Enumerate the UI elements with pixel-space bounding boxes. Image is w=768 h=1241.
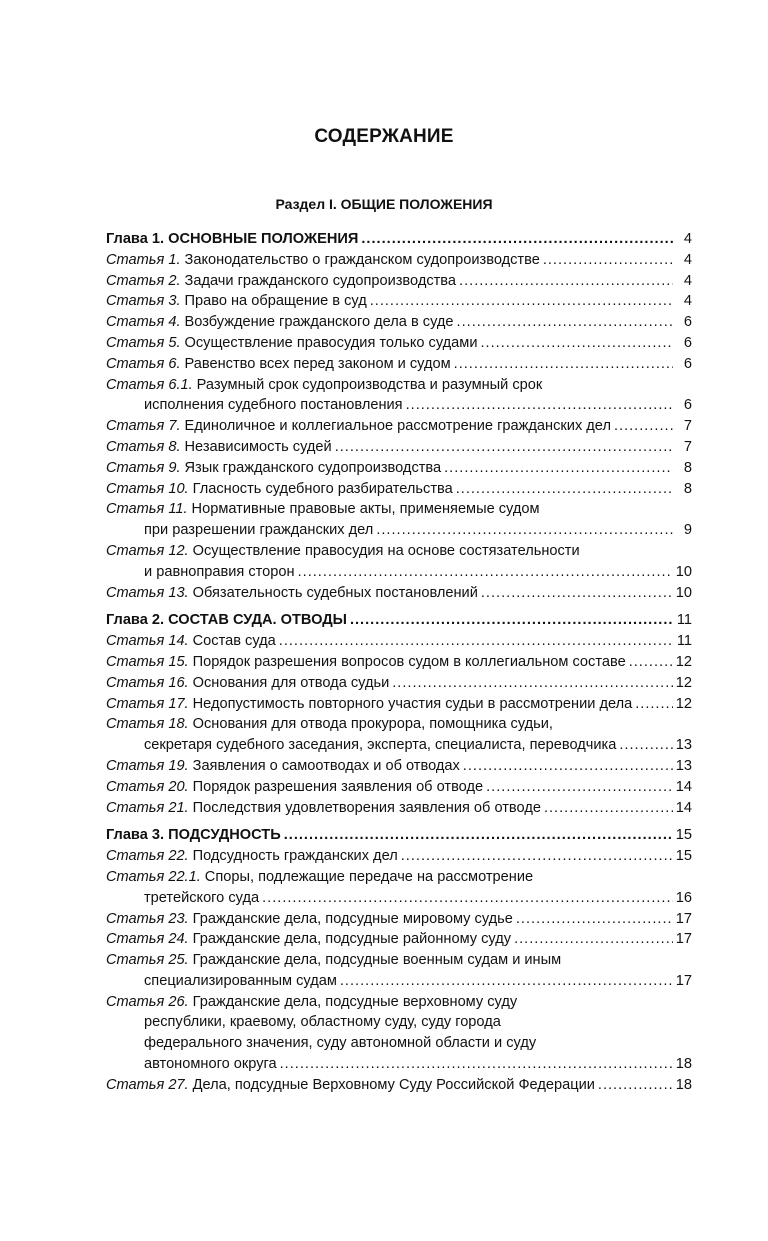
article-entry[interactable]	[106, 673, 692, 694]
article-entry[interactable]	[106, 631, 692, 652]
dot-leader	[459, 271, 673, 292]
article-entry[interactable]	[106, 777, 692, 798]
page-number: 18	[675, 1056, 692, 1073]
chapter-group	[106, 825, 692, 1095]
article-label: Статья 27.	[106, 1076, 189, 1093]
article-entry[interactable]	[106, 375, 692, 396]
article-label: Статья 7.	[106, 418, 181, 435]
page-number: 11	[676, 633, 692, 650]
article-label: Статья 1.	[106, 251, 181, 268]
article-label: Статья 4.	[106, 314, 181, 331]
dot-leader	[456, 479, 673, 500]
dot-leader	[454, 354, 673, 375]
article-entry[interactable]	[106, 271, 692, 292]
article-title: Подсудность гражданских дел	[192, 848, 398, 865]
dot-leader	[514, 929, 673, 950]
article-title: специализированным судам	[144, 972, 337, 989]
page-number: 10	[675, 563, 692, 580]
article-title: Законодательство о гражданском судопроизводстве	[184, 251, 540, 268]
article-entry[interactable]	[106, 499, 692, 520]
page-number: 18	[675, 1076, 692, 1093]
page-number: 6	[683, 334, 692, 351]
page-number: 15	[675, 848, 692, 865]
dot-leader	[406, 395, 673, 416]
article-entry[interactable]	[106, 694, 692, 715]
article-entry-continuation[interactable]	[106, 562, 692, 583]
dot-leader	[598, 1075, 673, 1096]
dot-leader	[279, 631, 673, 652]
chapter-entry[interactable]	[106, 825, 692, 846]
chapter-group	[106, 229, 692, 603]
page-title: СОДЕРЖАНИЕ	[314, 126, 454, 147]
article-entry[interactable]	[106, 354, 692, 375]
article-entry[interactable]	[106, 416, 692, 437]
page-number: 13	[675, 737, 692, 754]
article-title: секретаря судебного заседания, эксперта, специалиста, переводчика	[144, 737, 617, 754]
article-label: Статья 13.	[106, 584, 189, 601]
dot-leader	[392, 673, 673, 694]
dot-leader	[543, 250, 673, 271]
dot-leader	[370, 291, 673, 312]
dot-leader	[635, 694, 673, 715]
article-title: Разумный срок судопроизводства и разумный срок	[196, 376, 543, 393]
article-title: Основания для отвода судьи	[192, 674, 390, 691]
article-title: Обязательность судебных постановлений	[192, 584, 478, 601]
dot-leader	[350, 610, 673, 631]
article-label: Статья 6.1.	[106, 376, 193, 393]
article-entry-continuation[interactable]	[106, 735, 692, 756]
article-title: Недопустимость повторного участия судьи в рассмотрении дела	[192, 695, 633, 712]
article-title: Состав суда	[192, 633, 276, 650]
article-title: Равенство всех перед законом и судом	[184, 355, 451, 372]
article-entry[interactable]	[106, 950, 692, 971]
article-entry-continuation[interactable]	[106, 1033, 692, 1054]
article-label: Статья 22.1.	[106, 868, 201, 885]
article-title: Осуществление правосудия на основе состязательности	[192, 542, 580, 559]
article-title: и равноправия сторон	[144, 563, 295, 580]
article-label: Статья 17.	[106, 695, 189, 712]
article-entry[interactable]	[106, 312, 692, 333]
article-label: Статья 23.	[106, 910, 189, 927]
article-title: Порядок разрешения вопросов судом в коллегиальном составе	[192, 653, 626, 670]
article-label: Статья 19.	[106, 757, 189, 774]
article-label: Статья 5.	[106, 334, 181, 351]
article-entry[interactable]	[106, 756, 692, 777]
article-title: Заявления о самоотводах и об отводах	[192, 757, 460, 774]
article-title: Дела, подсудные Верховному Суду Российской Федерации	[192, 1076, 595, 1093]
page-number: 17	[675, 972, 692, 989]
article-title: Последствия удовлетворения заявления об отводе	[192, 799, 541, 816]
article-entry[interactable]	[106, 541, 692, 562]
article-entry[interactable]	[106, 291, 692, 312]
article-title: Язык гражданского судопроизводства	[184, 459, 442, 476]
article-entry-continuation[interactable]	[106, 395, 692, 416]
article-label: Статья 26.	[106, 993, 189, 1010]
article-label: Статья 6.	[106, 355, 181, 372]
chapter-group	[106, 610, 692, 818]
article-label: Статья 9.	[106, 459, 181, 476]
page-number: 8	[683, 480, 692, 497]
article-entry[interactable]	[106, 992, 692, 1013]
article-entry[interactable]	[106, 437, 692, 458]
article-title: Гласность судебного разбирательства	[192, 480, 453, 497]
article-title: Право на обращение в суд	[184, 293, 367, 310]
dot-leader	[298, 562, 673, 583]
article-title: Нормативные правовые акты, применяемые судом	[191, 501, 540, 518]
page-number: 17	[675, 910, 692, 927]
article-label: Статья 12.	[106, 542, 189, 559]
page-number: 17	[675, 931, 692, 948]
article-entry-continuation[interactable]	[106, 1054, 692, 1075]
page-number: 4	[683, 251, 692, 268]
page-number: 4	[683, 231, 692, 247]
table-of-contents	[106, 229, 692, 1103]
article-entry[interactable]	[106, 583, 692, 604]
dot-leader	[463, 756, 673, 777]
page-number: 12	[675, 653, 692, 670]
page-number: 12	[675, 695, 692, 712]
article-title: Гражданские дела, подсудные мировому судье	[192, 910, 513, 927]
article-entry[interactable]	[106, 798, 692, 819]
dot-leader	[376, 520, 673, 541]
page-number: 6	[683, 355, 692, 372]
article-label: Статья 24.	[106, 931, 189, 948]
page-number: 14	[675, 799, 692, 816]
page-number: 9	[683, 522, 692, 539]
article-label: Статья 8.	[106, 438, 181, 455]
dot-leader	[340, 971, 673, 992]
article-label: Статья 16.	[106, 674, 189, 691]
article-entry[interactable]	[106, 1075, 692, 1096]
page-number: 13	[675, 757, 692, 774]
article-title: Единоличное и коллегиальное рассмотрение гражданских дел	[184, 418, 611, 435]
article-entry[interactable]	[106, 929, 692, 950]
article-title: Гражданские дела, подсудные верховному суду	[192, 993, 518, 1010]
article-label: Статья 20.	[106, 778, 189, 795]
chapter-title: Глава 1. ОСНОВНЫЕ ПОЛОЖЕНИЯ	[106, 231, 359, 247]
dot-leader	[262, 888, 673, 909]
dot-leader	[444, 458, 673, 479]
dot-leader	[544, 798, 673, 819]
dot-leader	[481, 583, 673, 604]
article-title: республики, краевому, областному суду, суду города	[144, 1014, 501, 1031]
dot-leader	[481, 333, 674, 354]
article-title: исполнения судебного постановления	[144, 397, 403, 414]
article-title: автономного округа	[144, 1056, 277, 1073]
section-title: Раздел I. ОБЩИЕ ПОЛОЖЕНИЯ	[275, 196, 493, 212]
article-title: Независимость судей	[184, 438, 332, 455]
dot-leader	[284, 825, 673, 846]
article-entry-continuation[interactable]	[106, 520, 692, 541]
article-label: Статья 18.	[106, 716, 189, 733]
article-title: при разрешении гражданских дел	[144, 522, 374, 539]
page-number: 6	[683, 397, 692, 414]
article-title: Основания для отвода прокурора, помощника судьи,	[192, 716, 553, 733]
page-number: 12	[675, 674, 692, 691]
article-label: Статья 11.	[106, 501, 188, 518]
article-entry[interactable]	[106, 867, 692, 888]
dot-leader	[619, 735, 672, 756]
article-label: Статья 3.	[106, 293, 181, 310]
dot-leader	[401, 846, 673, 867]
article-title: федерального значения, суду автономной области и суду	[144, 1035, 537, 1052]
dot-leader	[457, 312, 673, 333]
article-entry-continuation[interactable]	[106, 971, 692, 992]
article-entry[interactable]	[106, 333, 692, 354]
dot-leader	[516, 909, 673, 930]
article-entry[interactable]	[106, 250, 692, 271]
article-label: Статья 2.	[106, 272, 181, 289]
page-number: 8	[683, 459, 692, 476]
dot-leader	[486, 777, 673, 798]
article-label: Статья 22.	[106, 848, 189, 865]
article-title: третейского суда	[144, 889, 260, 906]
chapter-title: Глава 3. ПОДСУДНОСТЬ	[106, 827, 281, 844]
article-title: Споры, подлежащие передаче на рассмотрение	[204, 868, 534, 885]
dot-leader	[614, 416, 673, 437]
article-label: Статья 10.	[106, 480, 189, 497]
page-number: 14	[675, 778, 692, 795]
article-entry[interactable]	[106, 846, 692, 867]
page-number: 16	[675, 889, 692, 906]
dot-leader	[335, 437, 673, 458]
article-entry-continuation[interactable]	[106, 888, 692, 909]
dot-leader	[280, 1054, 673, 1075]
page-number: 6	[683, 314, 692, 331]
page-number: 7	[683, 418, 692, 435]
page-number: 11	[676, 612, 692, 629]
article-title: Гражданские дела, подсудные военным судам и иным	[192, 952, 562, 969]
chapter-entry[interactable]	[106, 229, 692, 250]
article-title: Гражданские дела, подсудные районному суду	[192, 931, 512, 948]
page-number: 4	[683, 272, 692, 289]
page-number: 15	[675, 827, 692, 844]
article-title: Осуществление правосудия только судами	[184, 334, 478, 351]
article-entry[interactable]	[106, 458, 692, 479]
article-title: Возбуждение гражданского дела в суде	[184, 314, 454, 331]
article-entry[interactable]	[106, 479, 692, 500]
article-label: Статья 25.	[106, 952, 189, 969]
dot-leader	[361, 229, 673, 250]
chapter-entry[interactable]	[106, 610, 692, 631]
article-label: Статья 21.	[106, 799, 189, 816]
page-number: 4	[683, 293, 692, 310]
article-entry[interactable]	[106, 714, 692, 735]
article-entry[interactable]	[106, 652, 692, 673]
article-title: Задачи гражданского судопроизводства	[184, 272, 457, 289]
article-title: Порядок разрешения заявления об отводе	[192, 778, 484, 795]
article-entry[interactable]	[106, 909, 692, 930]
article-label: Статья 14.	[106, 633, 189, 650]
article-entry-continuation[interactable]	[106, 1012, 692, 1033]
page-number: 7	[683, 438, 692, 455]
article-label: Статья 15.	[106, 653, 189, 670]
dot-leader	[629, 652, 673, 673]
chapter-title: Глава 2. СОСТАВ СУДА. ОТВОДЫ	[106, 612, 347, 629]
page-number: 10	[675, 584, 692, 601]
